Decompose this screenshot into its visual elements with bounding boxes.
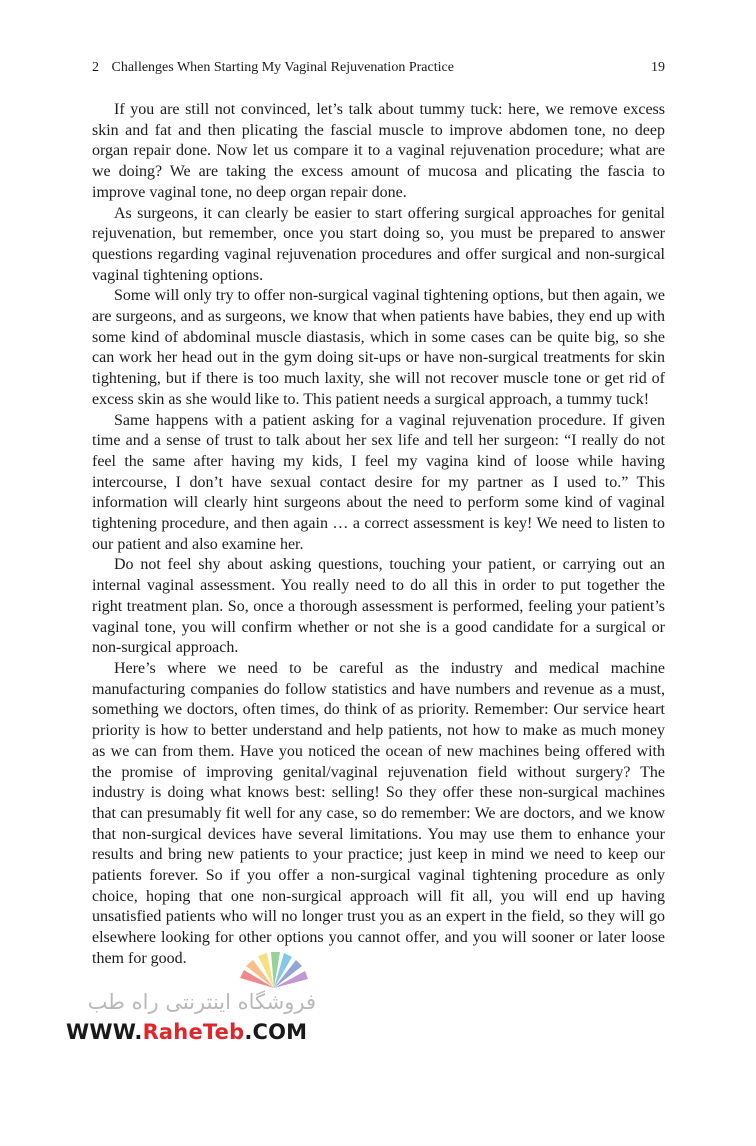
watermark-persian-text: فروشگاه اینترنتی راه طب — [87, 990, 316, 1014]
url-suffix: .COM — [244, 1020, 308, 1044]
paragraph: As surgeons, it can clearly be easier to start offering surgical approaches for genital rejuvenation, but remember, once you start doing so, you must be prepared to answer questions regarding vaginal rejuvenation procedures and offer surgical and non-surgical vaginal tightening options. — [92, 204, 665, 284]
chapter-number: 2 — [92, 60, 99, 75]
header-left — [92, 60, 454, 76]
paragraph: If you are still not convinced, let’s talk about tummy tuck: here, we remove excess skin and fat and then plicating the fascial muscle to improve abdomen tone, no deep organ repair done. Now let us compare it to a vaginal rejuvenation procedure; what are we doing? We are taking the excess amount of mucosa and plicating the fascia to improve vaginal tone, no deep organ repair done. — [92, 101, 665, 201]
watermark-url — [66, 1020, 307, 1044]
paragraph: Do not feel shy about asking questions, touching your patient, or carrying out an internal vaginal assessment. You really need to do all this in order to put together the right treatment plan. So, once a thorough assessment is performed, feeling your patient’s vaginal tone, you will confirm whether or not she is a good candidate for a surgical or non-surgical approach. — [92, 556, 665, 657]
running-header — [92, 60, 665, 76]
fan-logo-icon — [232, 948, 316, 988]
watermark — [64, 948, 324, 1048]
paragraph: Same happens with a patient asking for a vaginal rejuvenation procedure. If given time and a sense of trust to talk about her sex life and tell her surgeon: “I really do not feel the same after having my kids, I feel my vagina kind of loose while having intercourse, I don’t have sexual contact desire for my partner as I used to.” This information will clearly hint surgeons about the need to perform some kind of vaginal tightening procedure, and then again … a correct assessment is key! We need to listen to our patient and also examine her. — [92, 411, 665, 553]
page-number: 19 — [651, 60, 665, 75]
paragraph: Here’s where we need to be careful as the industry and medical machine manufacturing companies do follow statistics and have numbers and revenue as a must, something we doctors, often times, do think of as priority. Remember: Our service heart priority is how to better understand and help patients, not how to make as much money as we can from them. Have you noticed the ocean of new machines being offered with the promise of improving genital/vaginal rejuvenation field without surgery? The industry is doing what knows best: selling! So they offer these non-surgical machines that can presumably fit well for any case, so do remember: We are doctors, and we know that non-surgical devices have several limitations. You may use them to enhance your results and bring new patients to your practice; just keep in mind we need to keep our patients forever. So if you offer a non-surgical vaginal tightening procedure as only choice, hoping that one non-surgical approach will fit all, you will end up having unsatisfied patients who will no longer trust you as an expert in the field, so they will go elsewhere looking for other options you cannot offer, and you will sooner or later loose them for good. — [92, 659, 665, 967]
url-prefix: WWW. — [66, 1020, 143, 1044]
paragraph: Some will only try to offer non-surgical vaginal tightening options, but then again, we are surgeons, and as surgeons, we know that when patients have babies, they end up with some kind of abdominal muscle diastasis, which in some cases can be quite big, so she can work her head out in the gym doing sit-ups or have non-surgical treatments for skin tightening, but if there is too much laxity, she will not recover muscle tone or get rid of excess skin as she would like to. This patient needs a surgical approach, a tummy tuck! — [92, 287, 665, 408]
url-brand: RaheTeb — [142, 1020, 245, 1044]
body-text — [92, 100, 665, 970]
chapter-title: Challenges When Starting My Vaginal Rejuvenation Practice — [111, 60, 454, 75]
